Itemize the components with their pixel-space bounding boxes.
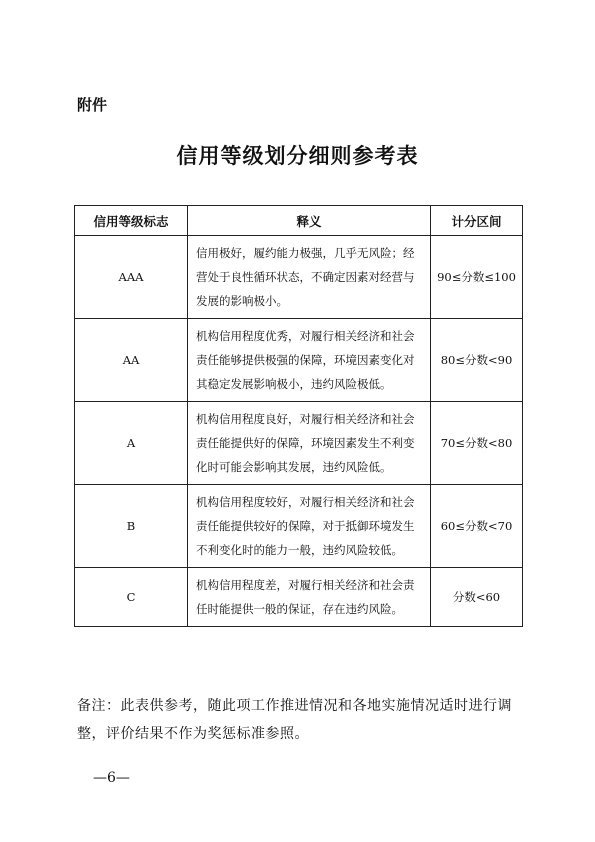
level-cell: B <box>75 485 188 568</box>
table-row <box>75 319 523 402</box>
remark-note: 备注：此表供参考，随此项工作推进情况和各地实施情况适时进行调整，评价结果不作为奖惩标准参照。 <box>77 698 512 742</box>
header-level: 信用等级标志 <box>75 206 188 236</box>
header-score-range: 计分区间 <box>431 206 523 236</box>
credit-grade-table <box>74 205 523 627</box>
level-cell: AAA <box>75 236 188 319</box>
page-number: —6— <box>93 770 130 786</box>
score-range-cell: 70≤分数<80 <box>431 402 523 485</box>
table-row <box>75 236 523 319</box>
score-range-cell: 分数<60 <box>431 568 523 627</box>
description-cell: 信用极好，履约能力极强，几乎无风险；经营处于良性循环状态，不确定因素对经营与发展的影响极小。 <box>188 236 431 319</box>
score-range-cell: 60≤分数<70 <box>431 485 523 568</box>
description-cell: 机构信用程度良好，对履行相关经济和社会责任能提供好的保障，环境因素发生不利变化时可能会影响其发展，违约风险低。 <box>188 402 431 485</box>
attachment-label: 附件 <box>77 96 108 114</box>
table-header-row <box>75 206 523 236</box>
table-row <box>75 568 523 627</box>
table-row <box>75 402 523 485</box>
table-row <box>75 485 523 568</box>
description-cell: 机构信用程度差，对履行相关经济和社会责任时能提供一般的保证，存在违约风险。 <box>188 568 431 627</box>
level-cell: A <box>75 402 188 485</box>
header-description: 释义 <box>188 206 431 236</box>
score-range-cell: 80≤分数<90 <box>431 319 523 402</box>
level-cell: C <box>75 568 188 627</box>
description-cell: 机构信用程度较好，对履行相关经济和社会责任能提供较好的保障，对于抵御环境发生不利变化时的能力一般，违约风险较低。 <box>188 485 431 568</box>
score-range-cell: 90≤分数≤100 <box>431 236 523 319</box>
level-cell: AA <box>75 319 188 402</box>
document-title: 信用等级划分细则参考表 <box>176 144 419 168</box>
description-cell: 机构信用程度优秀，对履行相关经济和社会责任能够提供极强的保障，环境因素变化对其稳定发展影响极小，违约风险极低。 <box>188 319 431 402</box>
